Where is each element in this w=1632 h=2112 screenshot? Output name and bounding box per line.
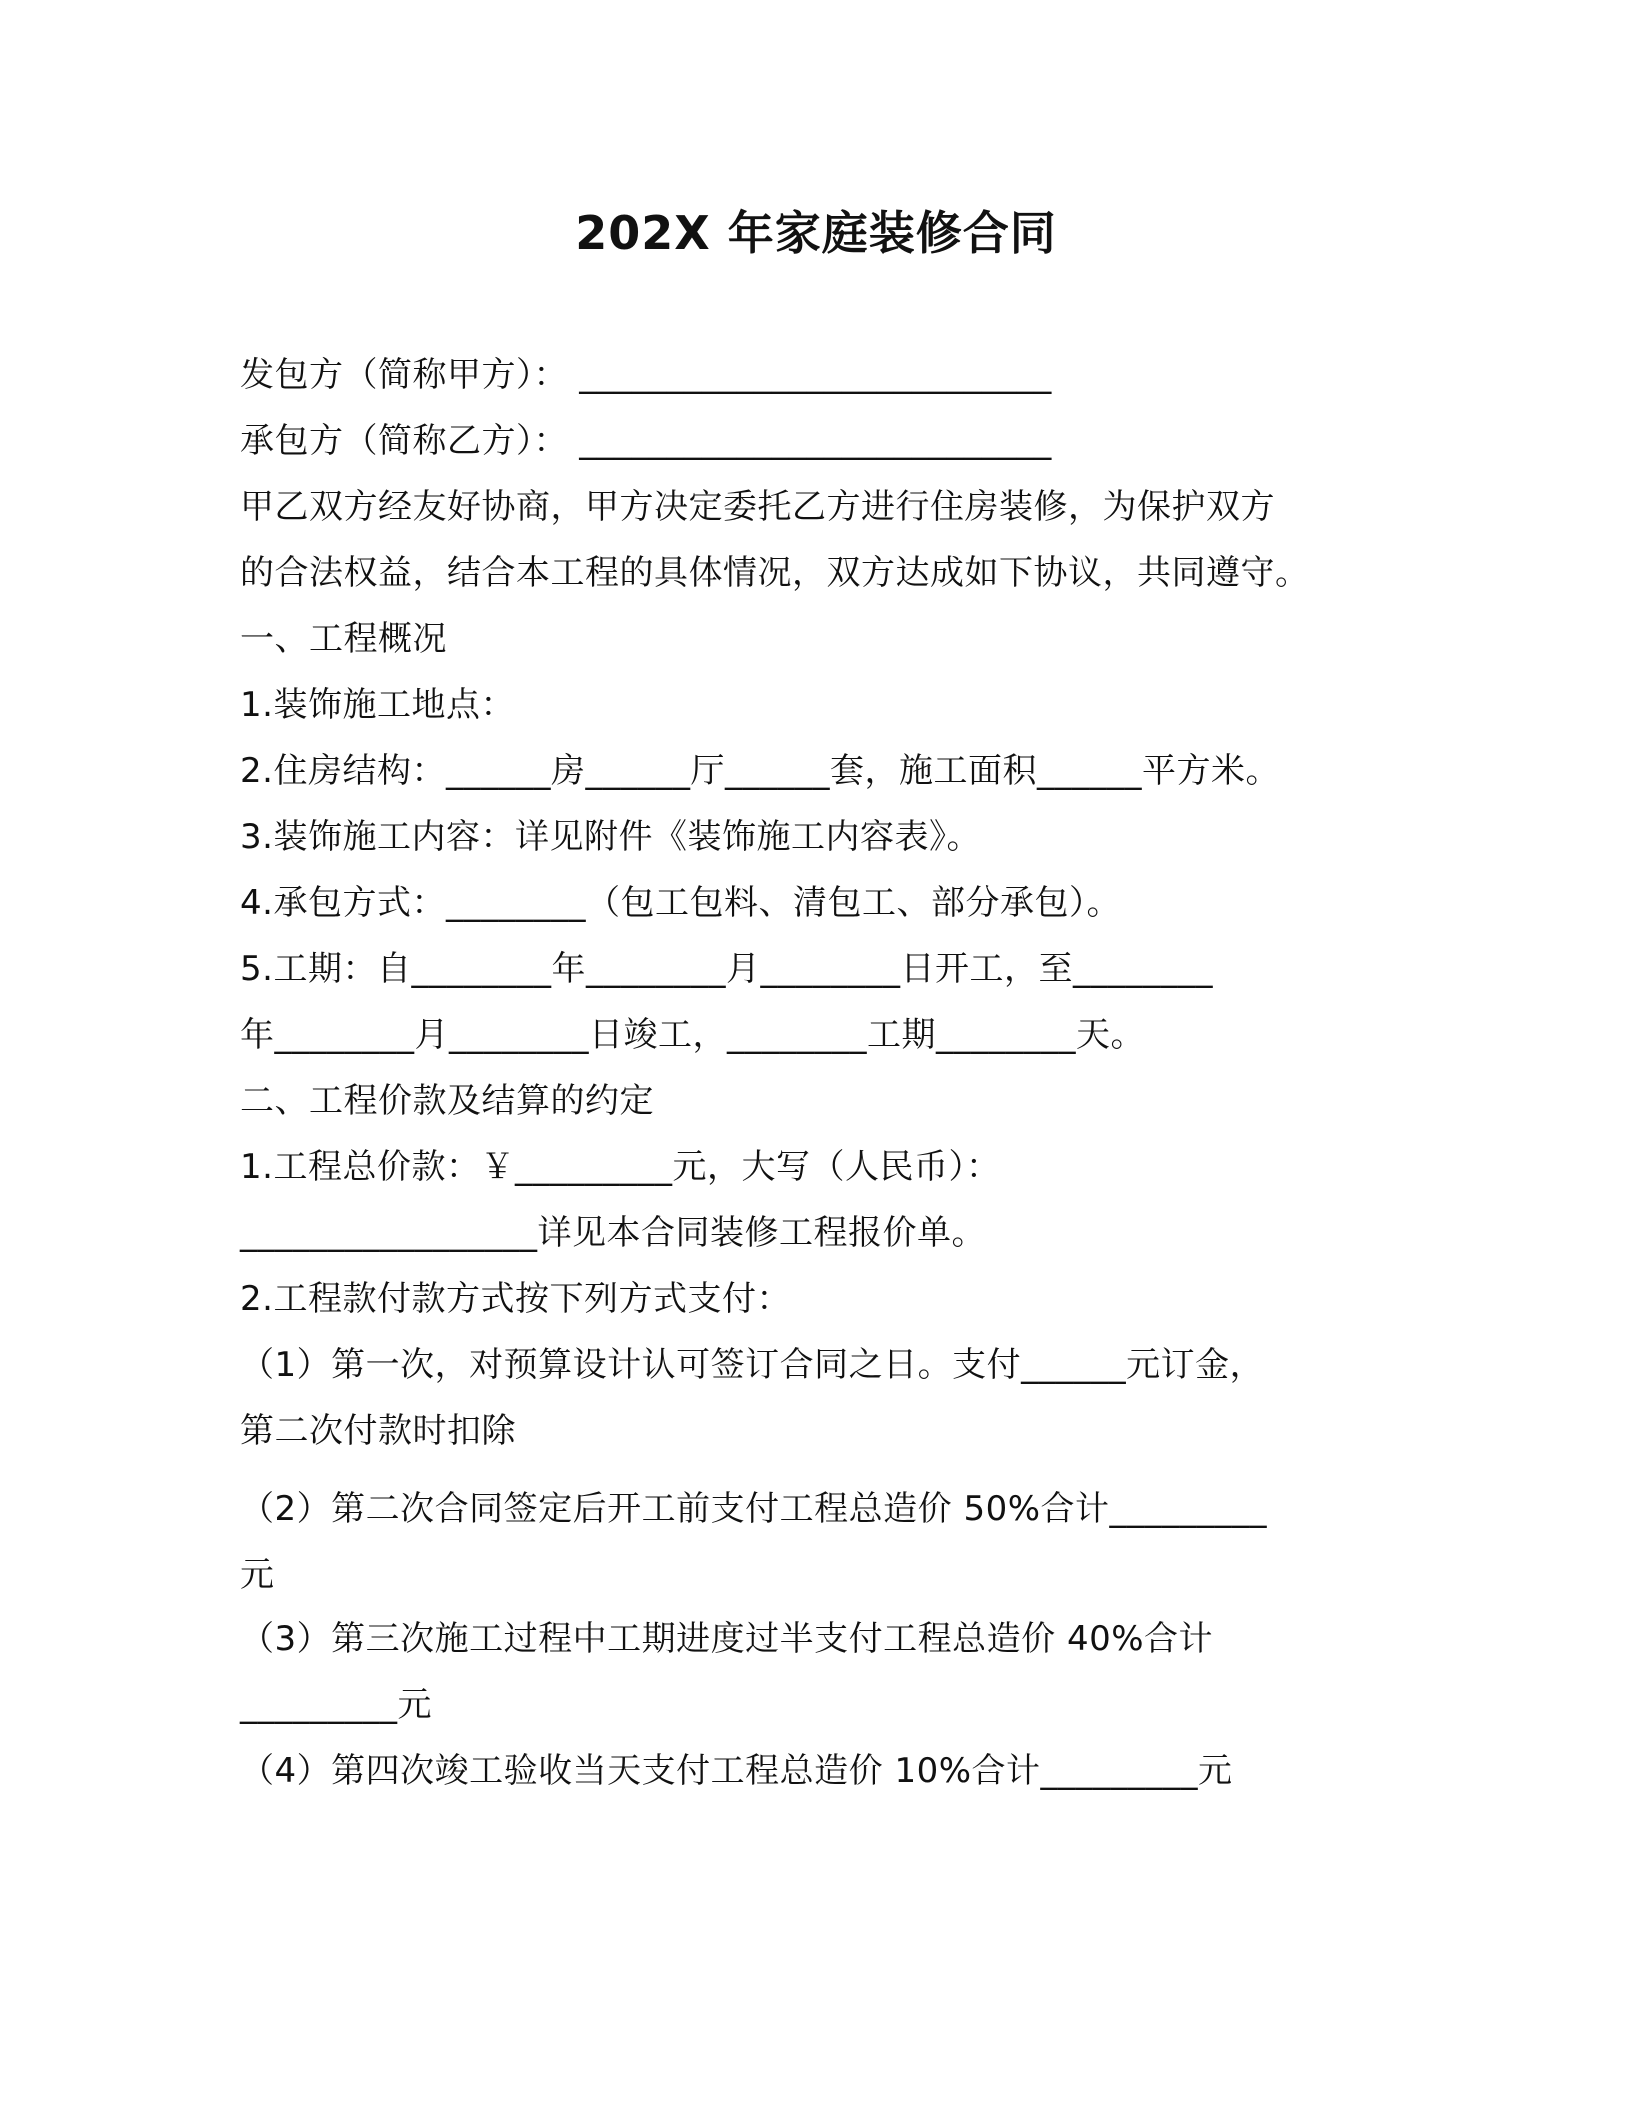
preamble-line-2: 的合法权益，结合本工程的具体情况，双方达成如下协议，共同遵守。 <box>240 553 1310 593</box>
clause-1-5-line-2: 年________月________日竣工，________工期________天。 <box>240 1015 1145 1055</box>
payment-1-line-1: （1）第一次，对预算设计认可签订合同之日。支付______元订金， <box>240 1345 1265 1385</box>
clause-1-1: 1.装饰施工地点： <box>240 685 515 725</box>
preamble-line-1: 甲乙双方经友好协商，甲方决定委托乙方进行住房装修，为保护双方 <box>240 487 1275 527</box>
payment-4-line-1: （4）第四次竣工验收当天支付工程总造价 10%合计_________元 <box>240 1751 1233 1791</box>
document-title: 202X 年家庭装修合同 <box>575 206 1057 260</box>
party-b-line: 承包方（简称乙方）： ___________________________ <box>240 421 1052 461</box>
clause-1-4: 4.承包方式：________（包工包料、清包工、部分承包）。 <box>240 883 1121 923</box>
section-heading-1: 一、工程概况 <box>240 619 447 659</box>
payment-3-line-1: （3）第三次施工过程中工期进度过半支付工程总造价 40%合计 <box>240 1619 1214 1659</box>
payment-3-line-2: _________元 <box>240 1685 432 1725</box>
clause-2-1-line-1: 1.工程总价款：￥_________元，大写（人民币）： <box>240 1147 1001 1187</box>
clause-2-1-line-2: _________________详见本合同装修工程报价单。 <box>240 1213 986 1253</box>
payment-2-line-1: （2）第二次合同签定后开工前支付工程总造价 50%合计_________ <box>240 1489 1268 1529</box>
section-heading-2: 二、工程价款及结算的约定 <box>240 1081 654 1121</box>
party-a-line: 发包方（简称甲方）： ___________________________ <box>240 355 1052 395</box>
clause-1-5-line-1: 5.工期：自________年________月________日开工，至________ <box>240 949 1213 989</box>
clause-2-2: 2.工程款付款方式按下列方式支付： <box>240 1279 791 1319</box>
clause-1-2: 2.住房结构：______房______厅______套，施工面积______平方米。 <box>240 751 1280 791</box>
clause-1-3: 3.装饰施工内容：详见附件《装饰施工内容表》。 <box>240 817 981 857</box>
payment-1-line-2: 第二次付款时扣除 <box>240 1411 516 1451</box>
payment-2-line-2: 元 <box>240 1555 275 1595</box>
